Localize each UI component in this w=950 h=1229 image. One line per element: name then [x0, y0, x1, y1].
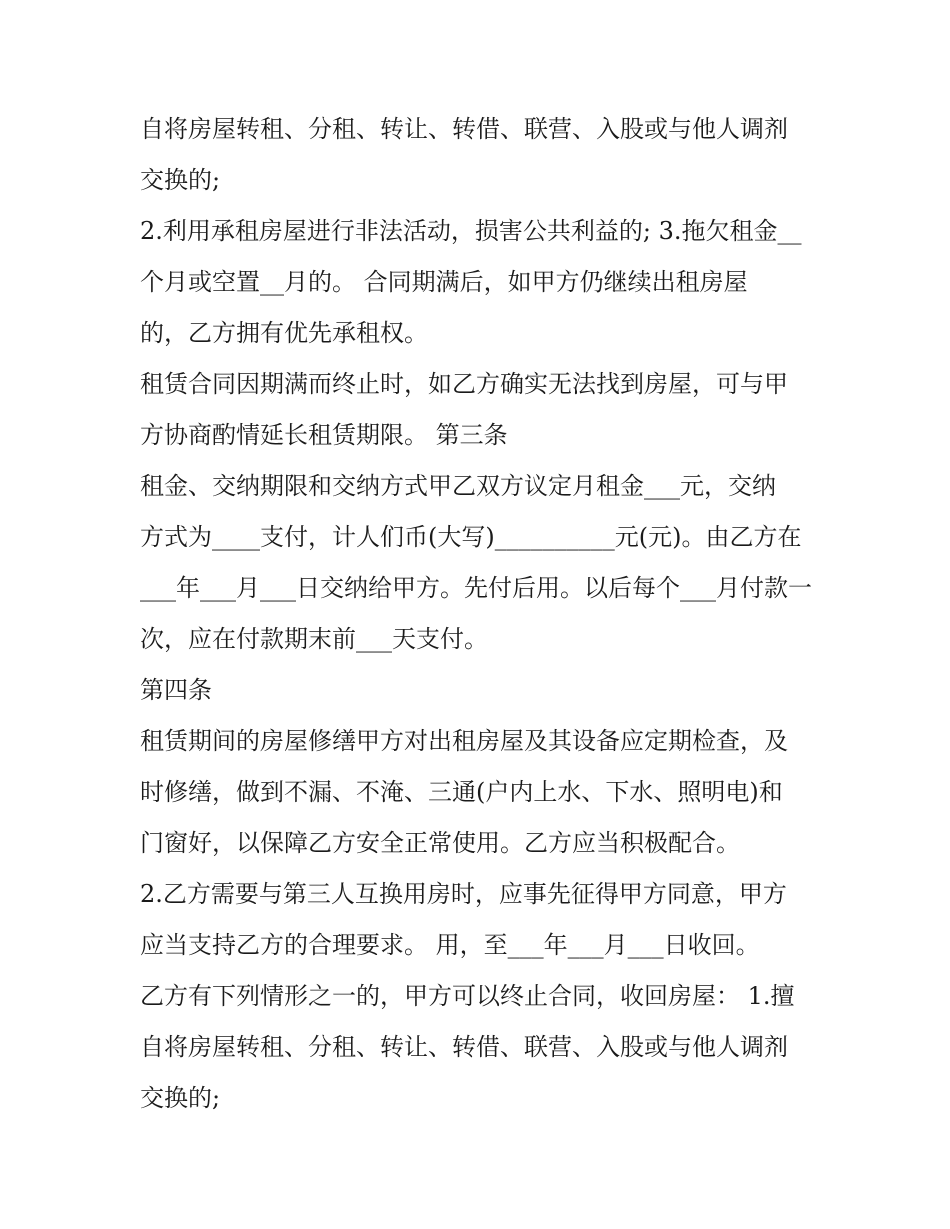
text-line: 方协商酌情延长租赁期限。 第三条 — [140, 421, 508, 449]
text-line: 应当支持乙方的合理要求。 用，至___年___月___日收回。 — [140, 931, 760, 959]
text-line: 交换的; — [140, 166, 221, 194]
text-line: 2.利用承租房屋进行非法活动，损害公共利益的; 3.拖欠租金__ — [140, 217, 802, 245]
text-line: 租赁合同因期满而终止时，如乙方确实无法找到房屋，可与甲 — [140, 370, 788, 398]
text-line: ___年___月___日交纳给甲方。先付后用。以后每个___月付款一 — [140, 574, 812, 602]
section-heading: 第四条 — [140, 676, 212, 704]
text-line: 方式为____支付，计人们币(大写)__________元(元)。由乙方在 — [140, 523, 802, 551]
text-line: 的，乙方拥有优先承租权。 — [140, 319, 428, 347]
contract-text-body — [140, 104, 820, 1124]
text-line: 次，应在付款期末前___天支付。 — [140, 625, 488, 653]
text-line: 租金、交纳期限和交纳方式甲乙双方议定月租金___元，交纳 — [140, 472, 776, 500]
text-line: 自将房屋转租、分租、转让、转借、联营、入股或与他人调剂 — [140, 1033, 788, 1061]
text-line: 租赁期间的房屋修缮甲方对出租房屋及其设备应定期检查，及 — [140, 727, 788, 755]
text-line: 乙方有下列情形之一的，甲方可以终止合同，收回房屋： 1.擅 — [140, 982, 795, 1010]
text-line: 个月或空置__月的。 合同期满后，如甲方仍继续出租房屋 — [140, 268, 748, 296]
text-line: 2.乙方需要与第三人互换用房时，应事先征得甲方同意，甲方 — [140, 880, 787, 908]
text-line: 自将房屋转租、分租、转让、转借、联营、入股或与他人调剂 — [140, 115, 788, 143]
text-line: 门窗好，以保障乙方安全正常使用。乙方应当积极配合。 — [140, 829, 740, 857]
text-line: 时修缮，做到不漏、不淹、三通(户内上水、下水、照明电)和 — [140, 778, 783, 806]
text-line: 交换的; — [140, 1084, 221, 1112]
